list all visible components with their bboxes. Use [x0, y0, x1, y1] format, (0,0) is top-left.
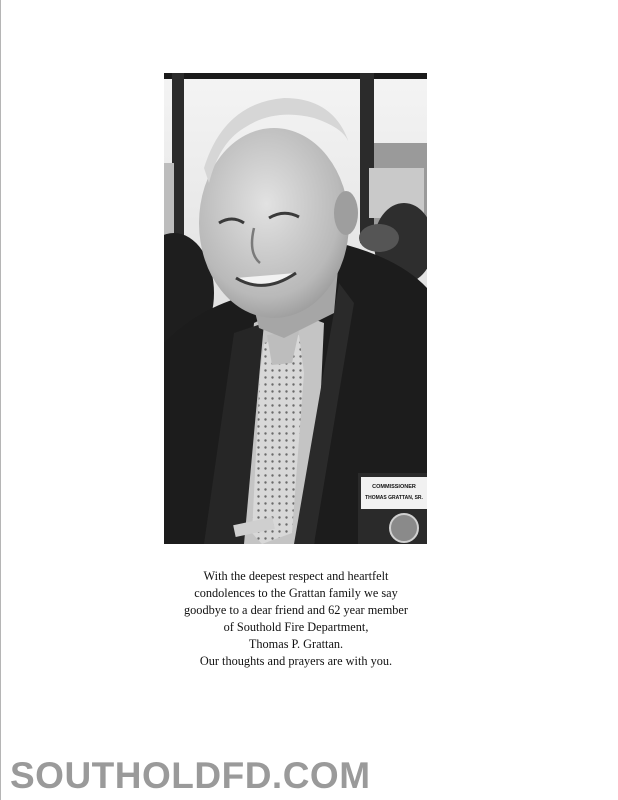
- message-line: goodbye to a dear friend and 62 year member: [184, 603, 408, 617]
- badge-name: THOMAS GRATTAN, SR.: [365, 495, 423, 501]
- message-line: Thomas P. Grattan.: [248, 637, 344, 651]
- message-line: With the deepest respect and heartfelt: [203, 569, 389, 583]
- message-line: Our thoughts and prayers are with you.: [199, 654, 393, 668]
- badge-title: COMMISSIONER: [372, 484, 416, 490]
- message-line: of Southold Fire Department,: [223, 620, 369, 634]
- site-watermark: SOUTHOLDFD.COM: [10, 755, 371, 796]
- condolence-message: [140, 568, 452, 670]
- page-edge-rule: [0, 0, 1, 800]
- message-line: condolences to the Grattan family we say: [194, 586, 398, 600]
- memorial-photo: [164, 73, 427, 544]
